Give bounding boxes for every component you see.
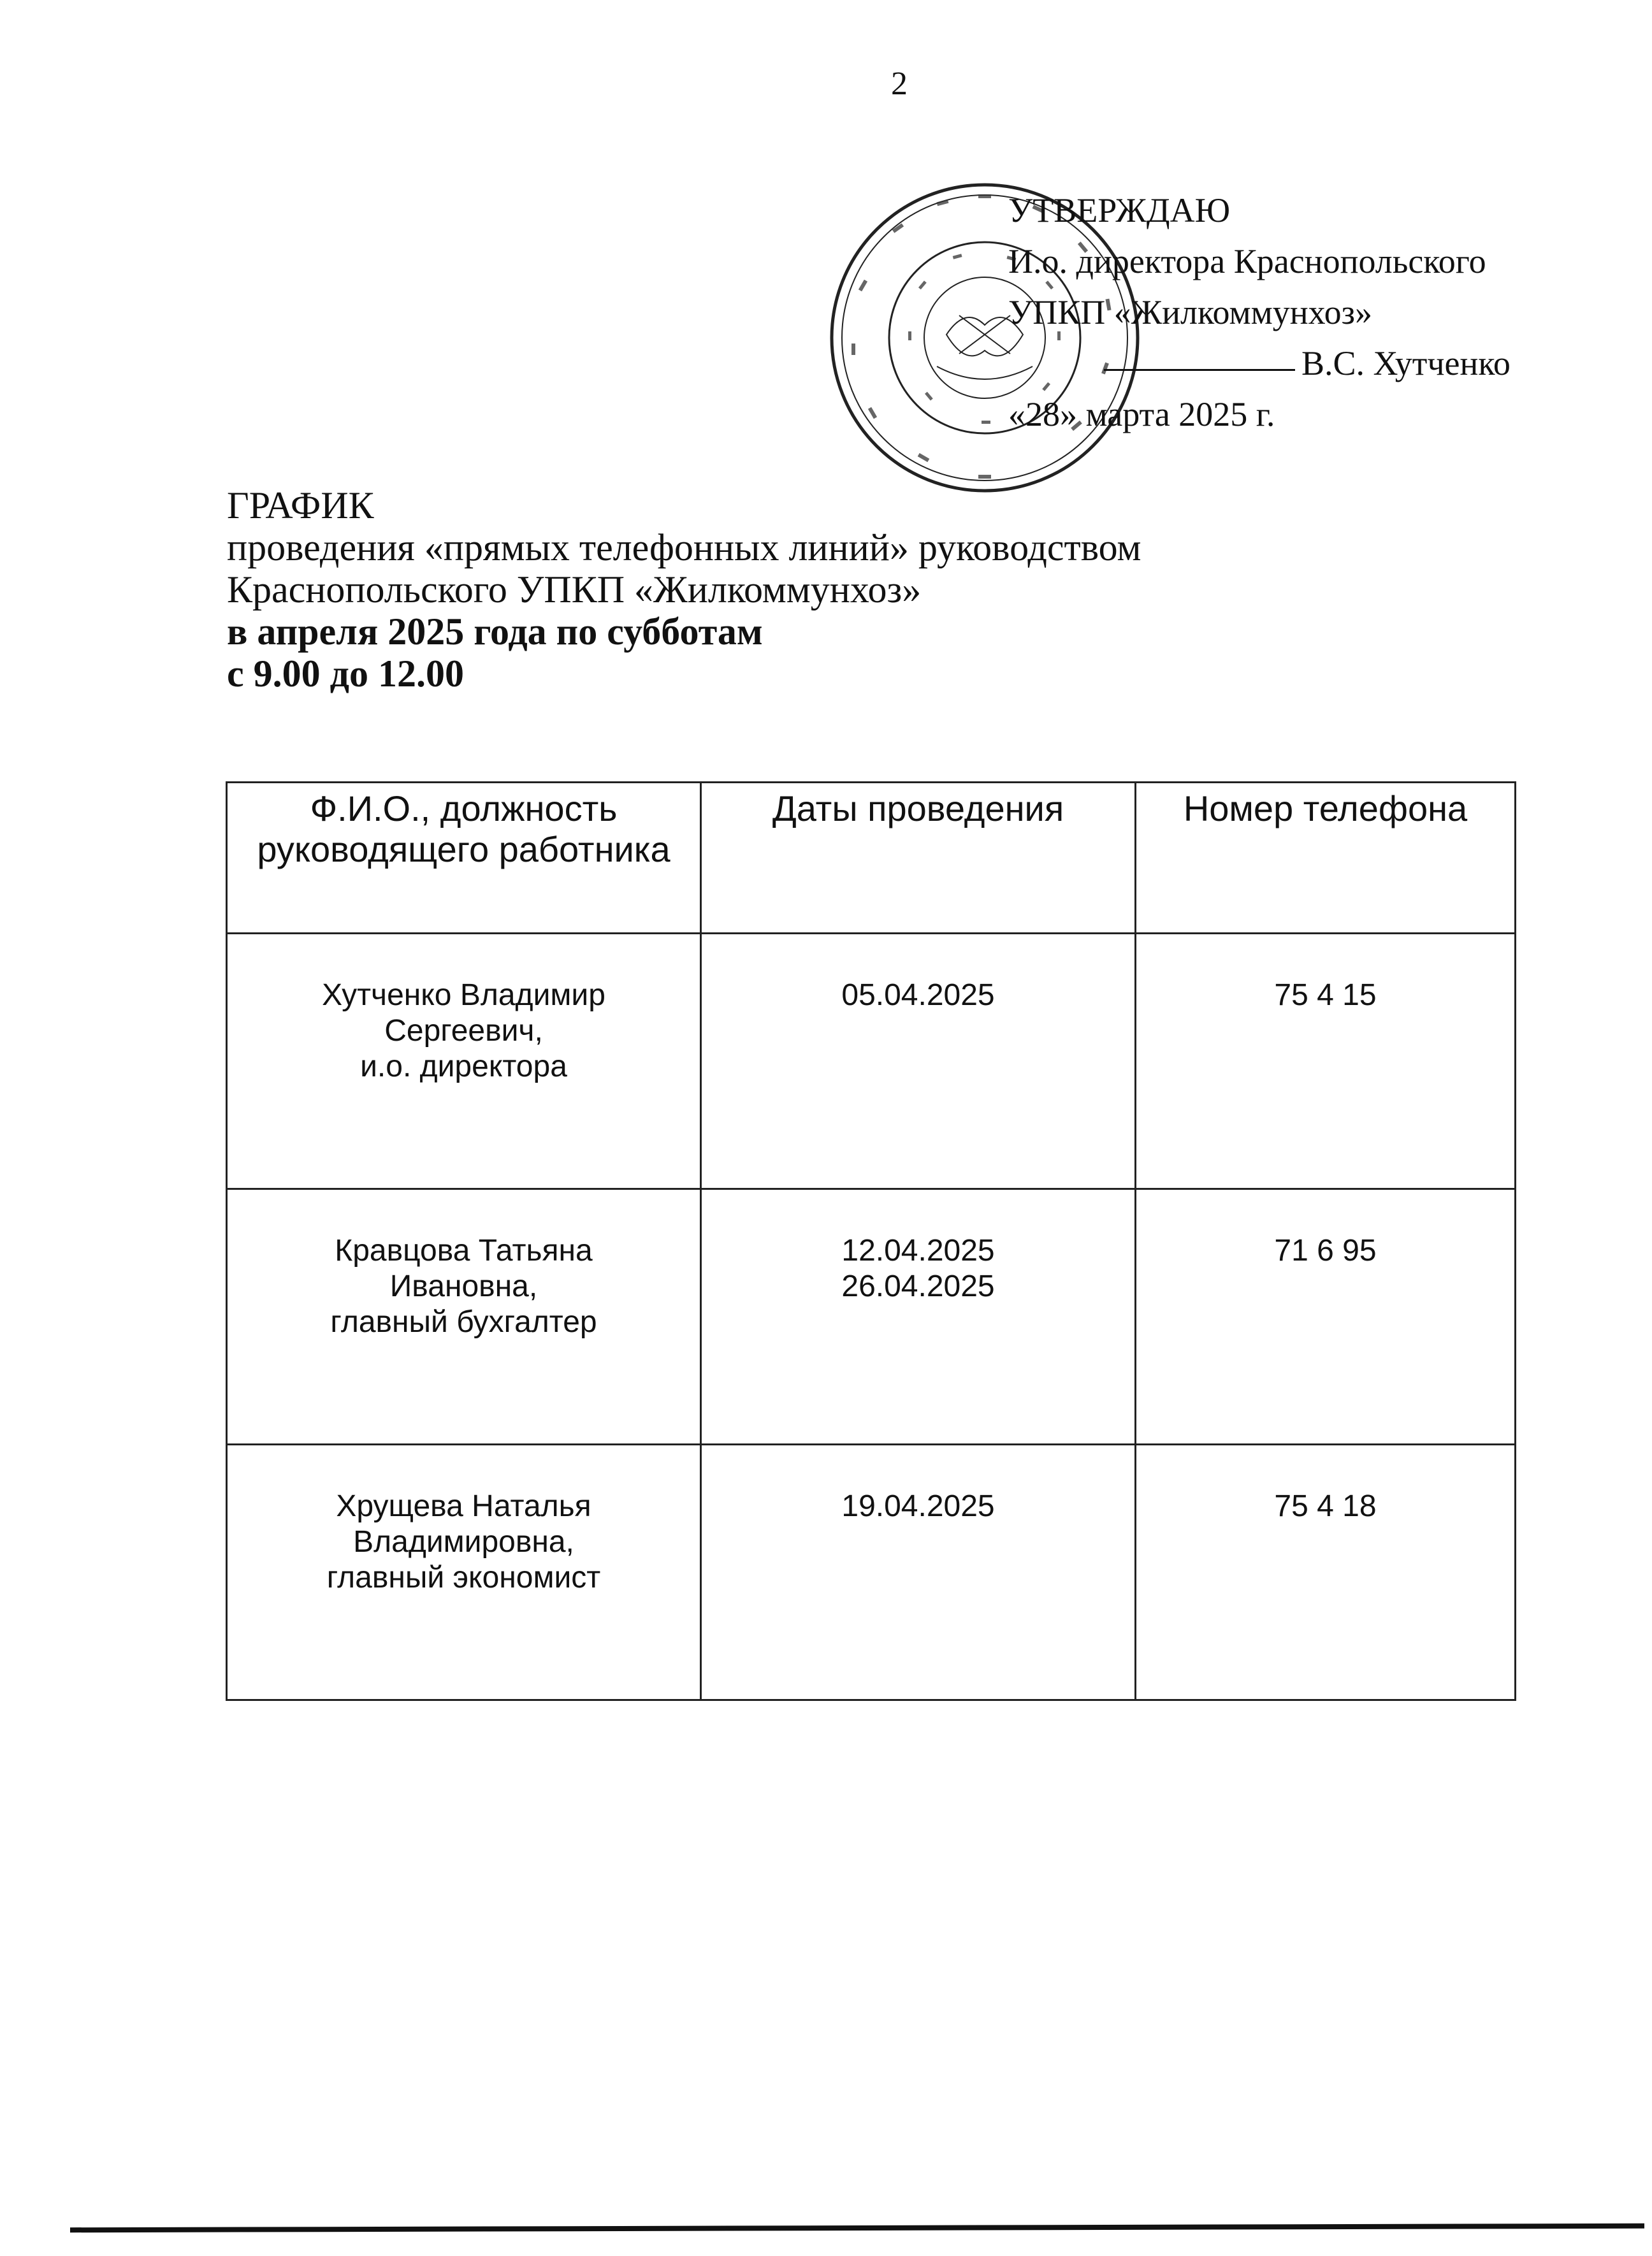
person-name: Кравцова Татьяна bbox=[335, 1234, 593, 1268]
cell-dates bbox=[701, 1189, 1136, 1445]
phone-number: 75 4 15 bbox=[1274, 978, 1377, 1012]
cell-phone bbox=[1136, 1189, 1516, 1445]
person-position: главный бухгалтер bbox=[330, 1305, 597, 1339]
title-line1: проведения «прямых телефонных линий» руководством bbox=[227, 526, 1141, 568]
date: 12.04.2025 bbox=[841, 1234, 995, 1268]
document-title bbox=[227, 484, 1141, 695]
title-line2: Краснопольского УПКП «Жилкоммунхоз» bbox=[227, 568, 922, 611]
phone-number: 75 4 18 bbox=[1274, 1489, 1377, 1523]
header-name: Ф.И.О., должность руководящего работника bbox=[227, 783, 701, 934]
person-name: Хрущева Наталья bbox=[336, 1489, 591, 1523]
header-dates: Даты проведения bbox=[701, 783, 1136, 934]
cell-person bbox=[227, 1445, 701, 1700]
approval-date: «28» марта 2025 г. bbox=[1008, 395, 1275, 433]
phone-number: 71 6 95 bbox=[1274, 1234, 1377, 1268]
approval-block bbox=[1008, 185, 1511, 440]
person-patronymic: Ивановна, bbox=[389, 1269, 538, 1303]
approval-heading: УТВЕРЖДАЮ bbox=[1008, 191, 1231, 229]
date: 05.04.2025 bbox=[841, 978, 995, 1012]
title-period: в апреля 2025 года по субботам bbox=[227, 611, 763, 653]
cell-person bbox=[227, 1189, 701, 1445]
table-row bbox=[227, 934, 1516, 1189]
signature-line bbox=[1104, 369, 1295, 371]
header-phone: Номер телефона bbox=[1136, 783, 1516, 934]
table-header-row bbox=[227, 783, 1516, 934]
cell-phone bbox=[1136, 934, 1516, 1189]
cell-dates bbox=[701, 1445, 1136, 1700]
date: 19.04.2025 bbox=[841, 1489, 995, 1523]
title-time: с 9.00 до 12.00 bbox=[227, 653, 464, 695]
table-row bbox=[227, 1189, 1516, 1445]
cell-phone bbox=[1136, 1445, 1516, 1700]
title-main: ГРАФИК bbox=[227, 484, 374, 526]
approval-organization: УПКП «Жилкоммунхоз» bbox=[1008, 293, 1372, 331]
cell-dates bbox=[701, 934, 1136, 1189]
person-position: главный экономист bbox=[326, 1561, 601, 1594]
person-patronymic: Сергеевич, bbox=[384, 1014, 543, 1048]
cell-person bbox=[227, 934, 701, 1189]
date: 26.04.2025 bbox=[841, 1269, 995, 1303]
person-patronymic: Владимировна, bbox=[353, 1525, 574, 1559]
bottom-divider bbox=[70, 2223, 1644, 2232]
table-row bbox=[227, 1445, 1516, 1700]
person-position: и.о. директора bbox=[360, 1050, 567, 1083]
approval-signatory: В.С. Хутченко bbox=[1301, 344, 1511, 382]
page-number: 2 bbox=[891, 66, 908, 102]
person-name: Хутченко Владимир bbox=[322, 978, 605, 1012]
schedule-table bbox=[226, 781, 1516, 1701]
approval-position: И.о. директора Краснопольского bbox=[1008, 242, 1486, 280]
